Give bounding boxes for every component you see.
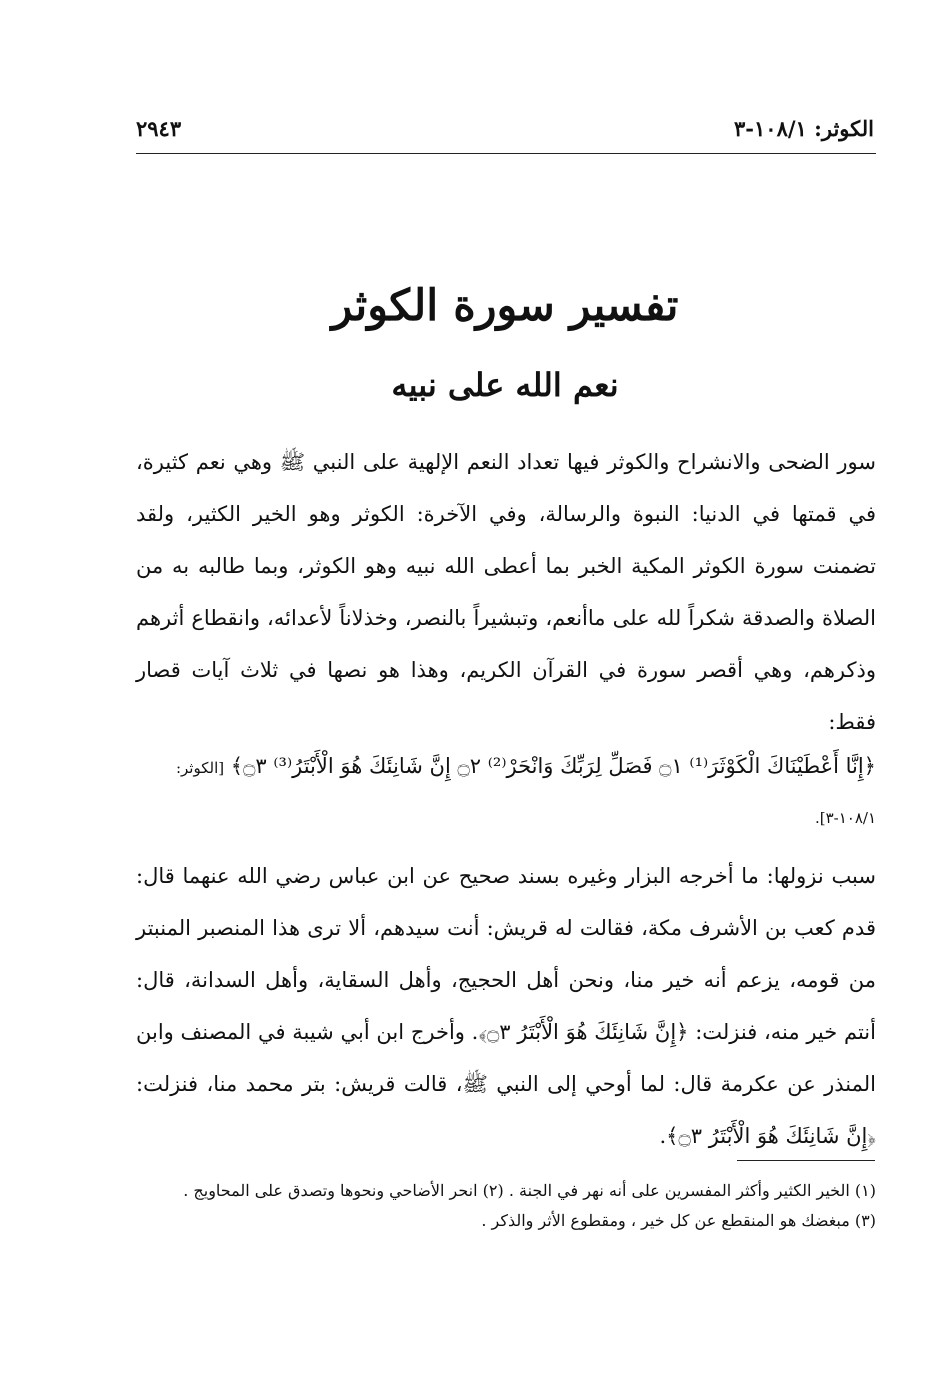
verse-text: ﴿إِنَّا أَعْطَيْنَاكَ الْكَوْثَرَ⁽¹⁾ ۝١ فَصَلِّ لِرَبِّكَ وَانْحَرْ⁽²⁾ ۝٢ إِنَّ شَانِئَكَ هُوَ الْأَبْتَرُ⁽³⁾ ۝٣﴾ bbox=[230, 754, 876, 778]
section-subtitle: نعم الله على نبيه bbox=[391, 366, 619, 404]
footnotes bbox=[136, 1176, 876, 1236]
footnote-line: (١) الخير الكثير وأكثر المفسرين على أنه نهر في الجنة . (٢) انحر الأضاحي ونحوها وتصدق على المحاويج . bbox=[183, 1181, 876, 1200]
header-divider bbox=[136, 153, 876, 154]
footnote-line: (٣) مبغضك هو المنقطع عن كل خير ، ومقطوع الأثر والذكر . bbox=[481, 1211, 876, 1230]
page-title: تفسير سورة الكوثر bbox=[331, 281, 679, 331]
running-header bbox=[136, 112, 874, 144]
header-chapter-ref: الكوثر: ١٠٨/١-٣ bbox=[734, 115, 874, 141]
intro-paragraph: سور الضحى والانشراح والكوثر فيها تعداد النعم الإلهية على النبي ﷺ وهي نعم كثيرة، في قمتها في الدنيا: النبوة والرسالة، وفي الآخرة: الكوثر وهو الخير الكثير، ولقد تضمنت سورة الكوثر المكية الخبر بما أعطى الله نبيه وهو الكوثر، وبما طالبه به من الصلاة والصدقة شكراً لله على ماأنعم، وتبشيراً بالنصر، وخذلاناً لأعدائه، وانقطاع أثرهم وذكرهم، وهي أقصر سورة في القرآن الكريم، وهذا هو نصها في ثلاث آيات قصار فقط: bbox=[136, 450, 876, 734]
verse-reference: [الكوثر: ١٠٨/١-٣]. bbox=[175, 759, 876, 827]
revelation-reason-paragraph: سبب نزولها: ما أخرجه البزار وغيره بسند صحيح عن ابن عباس رضي الله عنهما قال: قدم كعب بن الأشرف مكة، فقالت له قريش: أنت سيدهم، ألا ترى هذا المنصبر المنبتر من قومه، يزعم أنه خير منا، ونحن أهل الحجيج، وأهل السقاية، وأهل السدانة، قال: أنتم خير منه، فنزلت: ﴿إِنَّ شَانِئَكَ هُوَ الْأَبْتَرُ ۝٣﴾. وأخرج ابن أبي شيبة في المصنف وابن المنذر عن عكرمة قال: لما أوحي إلى النبي ﷺ، قالت قريش: بتر محمد منا، فنزلت: ﴿إِنَّ شَانِئَكَ هُوَ الْأَبْتَرُ ۝٣﴾. bbox=[136, 864, 876, 1148]
quran-verse bbox=[136, 742, 876, 842]
footnote-divider bbox=[737, 1160, 875, 1161]
page-number: ٢٩٤٣ bbox=[136, 115, 182, 141]
